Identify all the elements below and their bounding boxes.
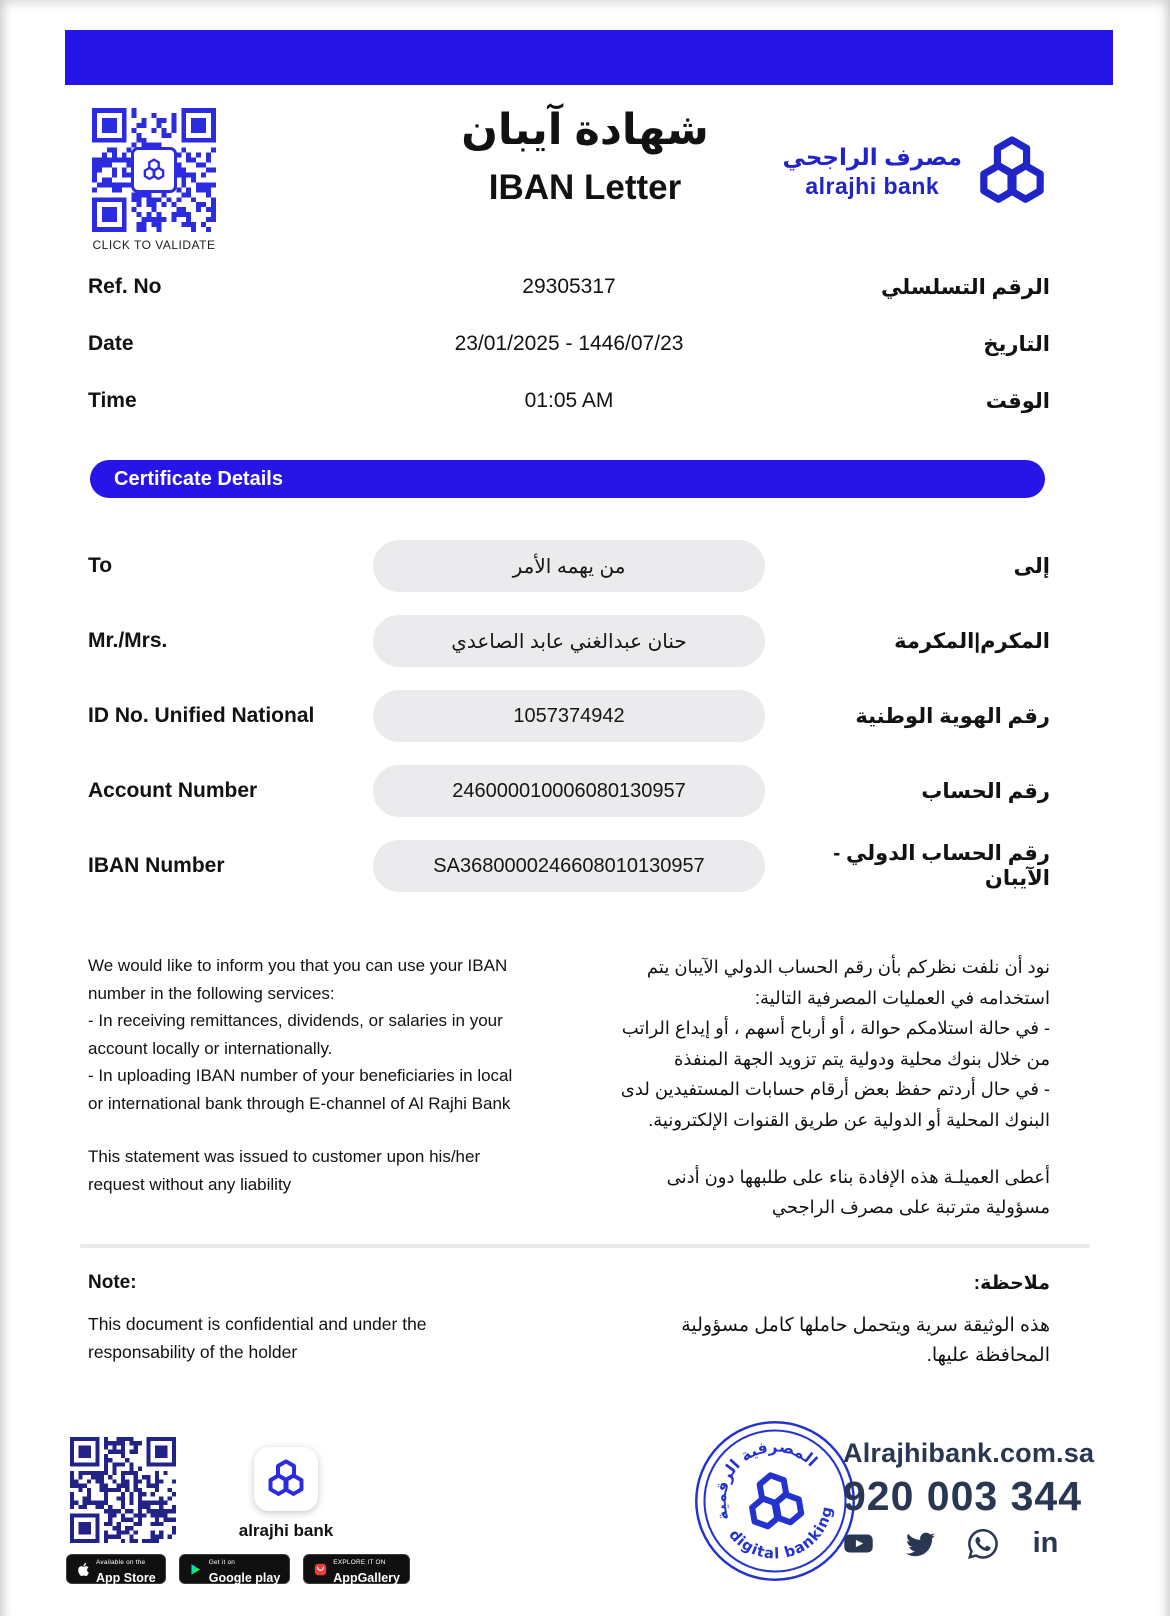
meta-row-time (88, 381, 1050, 421)
info-en-closing: This statement was issued to customer upon his/her request without any liability (88, 1147, 481, 1194)
to-value: من يهمه الأمر (373, 540, 765, 592)
page-title-english: IBAN Letter (488, 167, 682, 207)
id-value: 1057374942 (373, 690, 765, 742)
field-row-iban (88, 840, 1050, 892)
certificate-details-title: Certificate Details (114, 467, 283, 490)
ref-no-label-en: Ref. No (88, 275, 162, 298)
name-label-en: Mr./Mrs. (88, 629, 168, 652)
validation-qr-block[interactable] (92, 108, 216, 252)
ref-no-label-ar: الرقم التسلسلي (881, 275, 1050, 299)
account-label-en: Account Number (88, 779, 258, 802)
app-gallery-badge-label: AppGallery (333, 1571, 400, 1585)
meta-row-date (88, 324, 1050, 364)
info-english (88, 952, 528, 1223)
information-section (88, 952, 1050, 1223)
app-store-badge[interactable] (66, 1554, 166, 1584)
app-gallery-icon (313, 1562, 327, 1576)
date-label-en: Date (88, 332, 134, 355)
bank-app-icon (254, 1447, 318, 1511)
google-play-icon (189, 1562, 203, 1576)
contact-block (843, 1438, 1095, 1559)
to-label-ar: إلى (1013, 554, 1050, 578)
seal-english-text: digital banking (725, 1504, 837, 1563)
page-title-arabic: شهادة آيبان (461, 106, 709, 154)
linkedin-icon[interactable]: in (1032, 1527, 1059, 1559)
validation-qr-code[interactable] (92, 108, 216, 232)
google-play-badge-label: Google play (208, 1571, 281, 1585)
info-ar-bullet-1: - في حالة استلامكم حوالة ، أو أرباح أسهم ، أو إيداع الراتب من خلال بنوك محلية ودولية يتم تزويد الجهة المنفذة (621, 1018, 1050, 1069)
info-en-bullet-2: - In uploading IBAN number of your beneficiaries in local or international bank through E-channel of Al Rajhi Bank (88, 1066, 513, 1113)
meta-row-ref (88, 267, 1050, 307)
document-meta (88, 267, 1050, 438)
certificate-fields (88, 540, 1050, 915)
bank-website: Alrajhibank.com.sa (843, 1438, 1095, 1468)
name-label-ar: المكرم|المكرمة (894, 629, 1050, 653)
social-icons-row (843, 1528, 1061, 1559)
info-ar-intro: نود أن نلفت نظركم بأن رقم الحساب الدولي الآيبان يتم استخدامه في العمليات المصرفية التالية: (646, 957, 1050, 1008)
id-label-ar: رقم الهوية الوطنية (855, 704, 1050, 728)
info-arabic (618, 952, 1050, 1223)
bank-name-english: alrajhi bank (805, 173, 940, 199)
note-label-en: Note: (88, 1272, 137, 1293)
digital-banking-seal (693, 1419, 857, 1583)
youtube-icon[interactable] (843, 1528, 874, 1559)
bank-emblem-icon (972, 132, 1052, 212)
qr-center-emblem-icon (131, 147, 177, 193)
name-value: حنان عبدالغني عابد الصاعدي (373, 615, 765, 667)
field-row-account (88, 765, 1050, 817)
field-row-id (88, 690, 1050, 742)
seal-arabic-text: المصرفية الرقمية (711, 1437, 821, 1523)
app-gallery-badge[interactable] (303, 1554, 410, 1584)
note-label-ar: ملاحظة: (973, 1273, 1050, 1294)
app-gallery-badge-top: EXPLORE IT ON (333, 1559, 386, 1566)
whatsapp-icon[interactable] (968, 1528, 999, 1559)
ref-no-value: 29305317 (522, 275, 616, 298)
app-store-badge-top: Available on the (96, 1559, 146, 1566)
info-ar-closing: أعطى العميلـة هذه الإفادة بناء على طلبهها دون أدنى مسؤولية مترتبة على مصرف الراجحي (666, 1166, 1050, 1218)
iban-value: SA3680000246608010130957 (373, 840, 765, 892)
google-play-badge-top: Get it on (208, 1559, 236, 1566)
to-label-en: To (88, 554, 113, 577)
bank-phone: 920 003 344 (843, 1473, 1083, 1519)
field-row-name (88, 615, 1050, 667)
date-label-ar: التاريخ (983, 332, 1050, 356)
field-row-to (88, 540, 1050, 592)
info-en-bullet-1: - In receiving remittances, dividends, or salaries in your account locally or internationally. (88, 1011, 503, 1058)
time-label-en: Time (88, 389, 137, 412)
account-value: 246000010006080130957 (373, 765, 765, 817)
date-value: 23/01/2025 - 1446/07/23 (454, 332, 684, 355)
time-label-ar: الوقت (985, 389, 1050, 413)
twitter-icon[interactable] (905, 1528, 936, 1559)
id-label-en: ID No. Unified National (88, 704, 315, 727)
certificate-details-header (90, 460, 1045, 498)
bank-name-arabic: مصرف الراجحي (782, 144, 962, 170)
note-text-en: This document is confidential and under the responsability of the holder (88, 1314, 427, 1362)
app-store-badge-label: App Store (96, 1571, 156, 1585)
info-en-intro: We would like to inform you that you can use your IBAN number in the following services: (88, 956, 508, 1003)
note-english (88, 1272, 488, 1372)
iban-label-ar: رقم الحساب الدولي - الآيبان (833, 842, 1050, 890)
apple-icon (76, 1562, 90, 1576)
note-arabic (610, 1272, 1050, 1372)
info-ar-bullet-2: - في حال أردتم حفظ بعض أرقام حسابات المستفيدين لدى البنوك المحلية أو الدولية عن طريق القنوات الإلكترونية. (620, 1079, 1050, 1130)
app-download-qr-code[interactable] (70, 1437, 176, 1543)
google-play-badge[interactable] (179, 1554, 291, 1584)
store-badges (66, 1554, 410, 1584)
note-section (88, 1272, 1050, 1372)
qr-caption: CLICK TO VALIDATE (92, 238, 216, 252)
note-text-ar: هذه الوثيقة سرية ويتحمل حاملها كامل مسؤولية المحافظة عليها. (681, 1315, 1050, 1367)
bank-app-block (231, 1447, 341, 1541)
top-accent-bar (65, 30, 1113, 85)
time-value: 01:05 AM (524, 389, 614, 412)
iban-label-en: IBAN Number (88, 854, 225, 877)
section-divider (80, 1244, 1090, 1248)
account-label-ar: رقم الحساب (921, 779, 1050, 803)
bank-logo (783, 132, 1052, 212)
bank-app-name: alrajhi bank (238, 1521, 334, 1540)
